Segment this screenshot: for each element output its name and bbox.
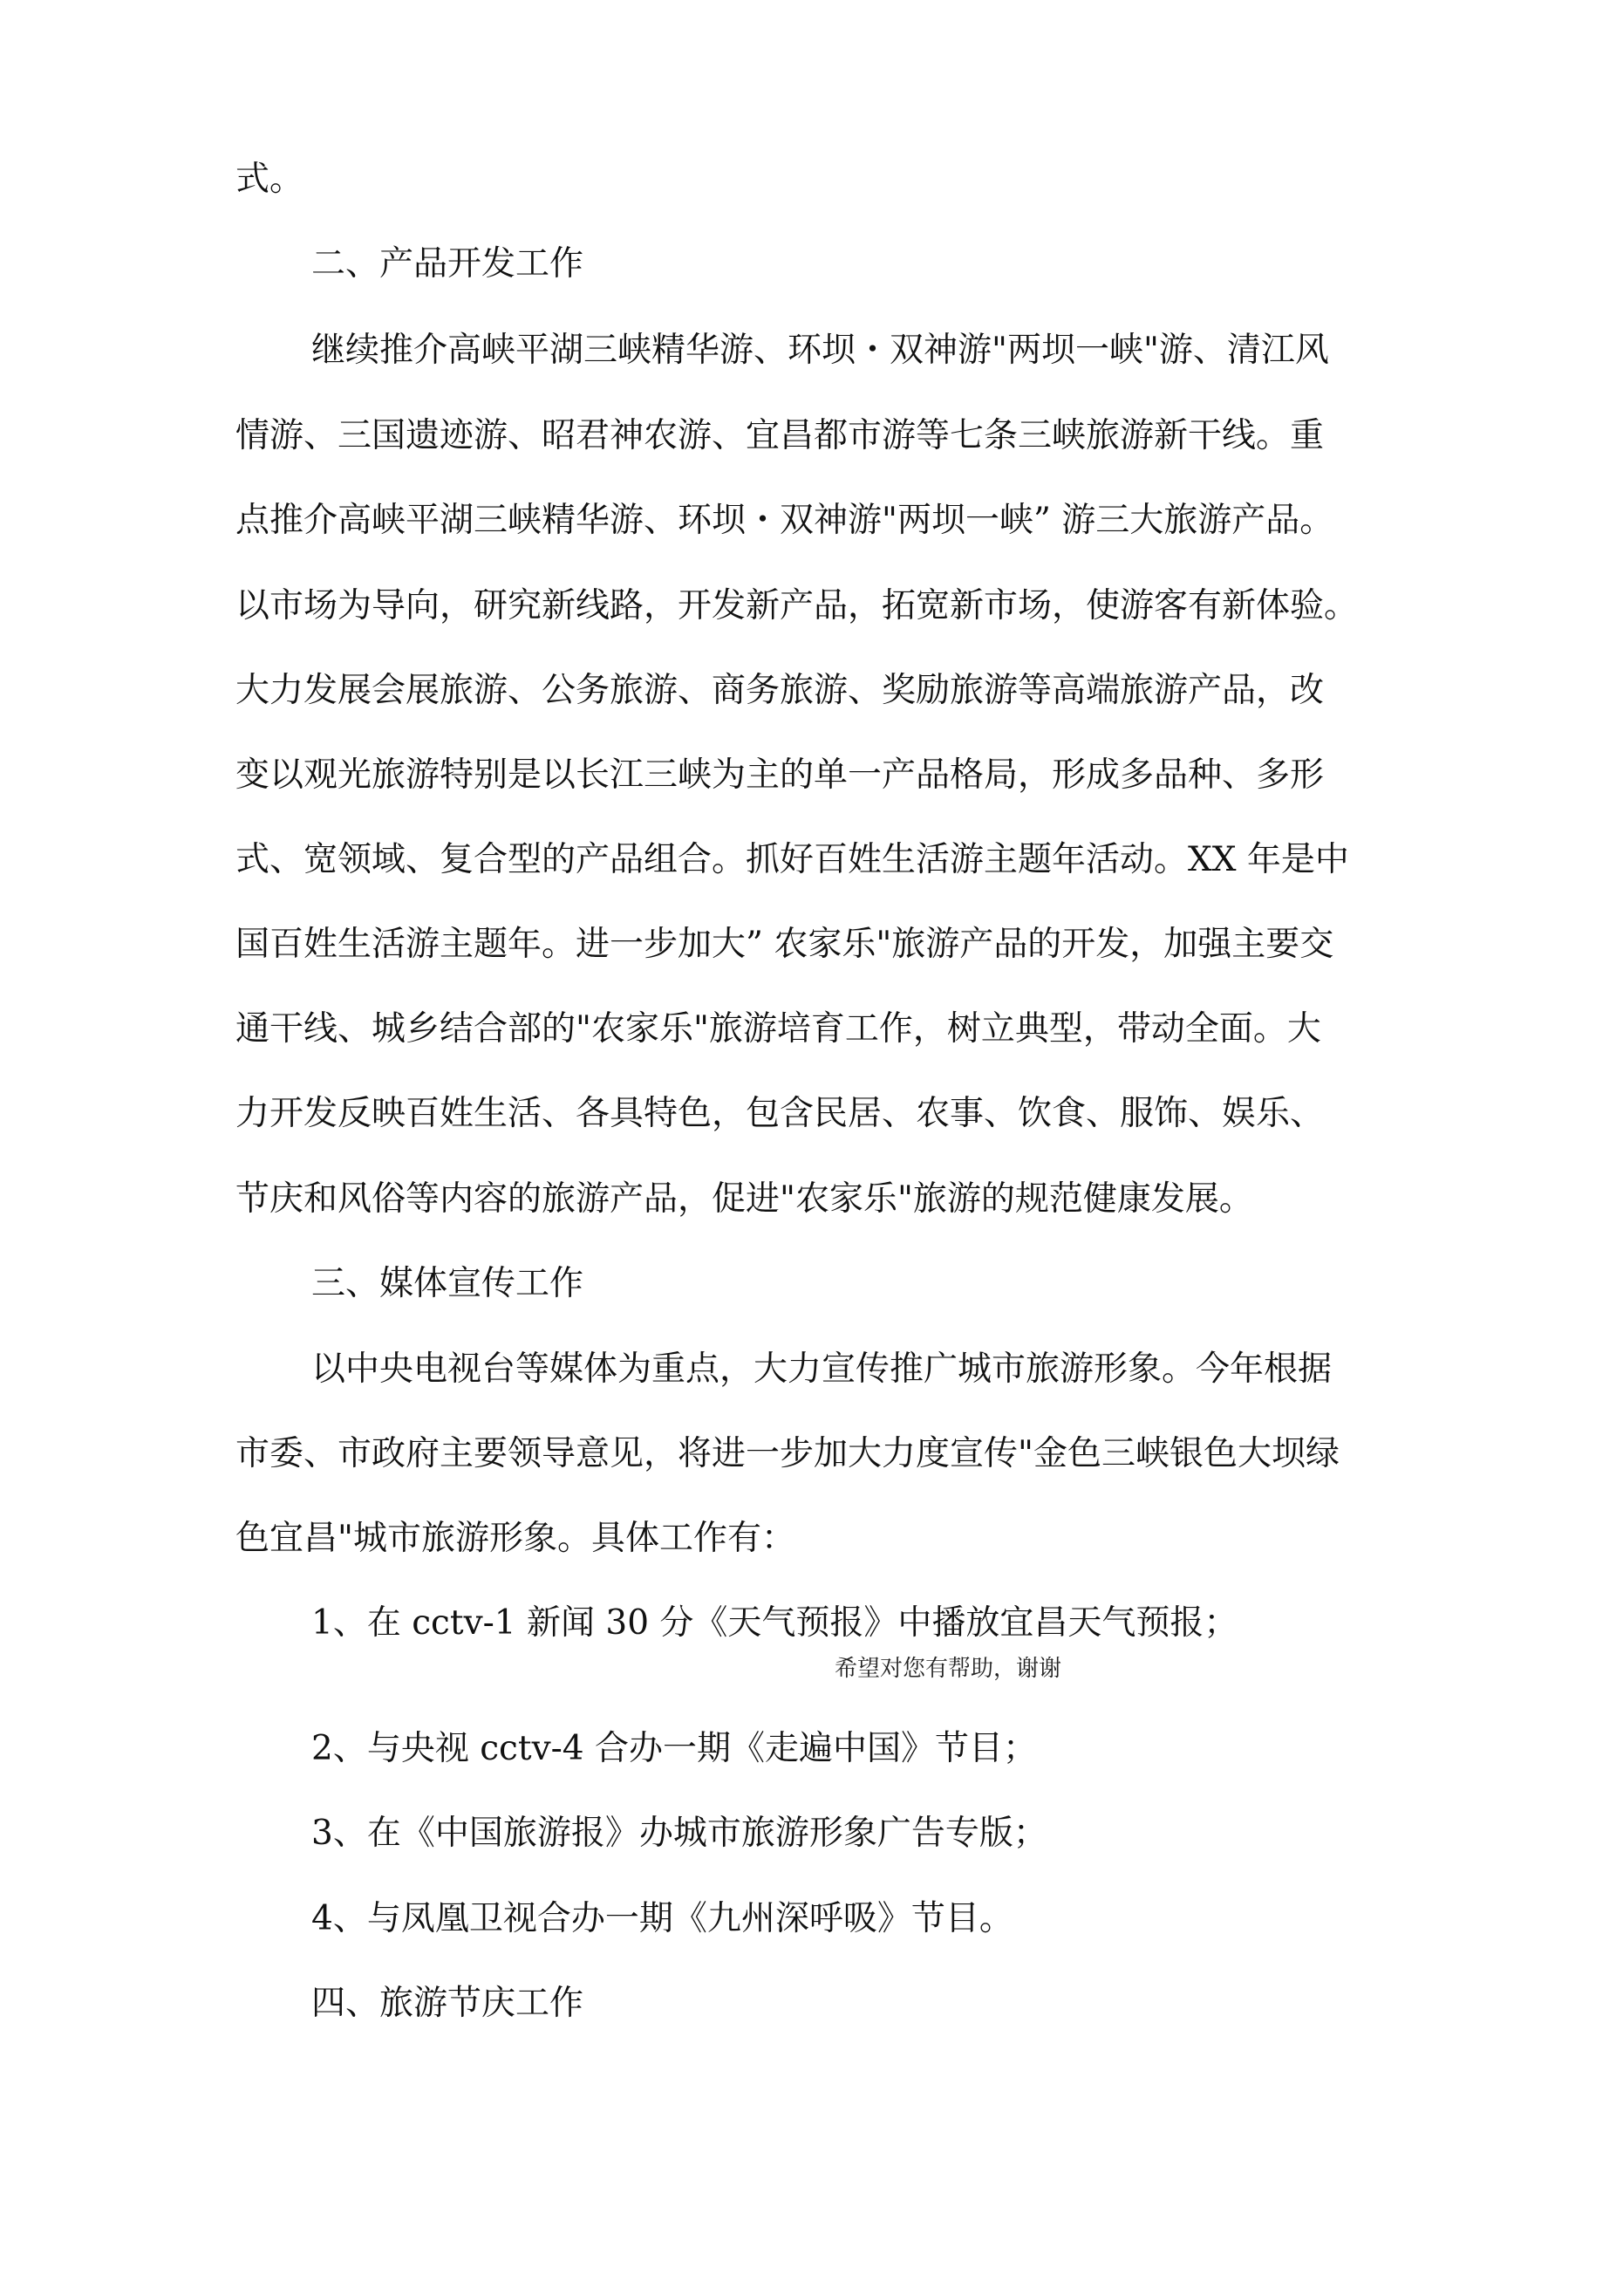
paragraph-line: 以中央电视台等媒体为重点，大力宣传推广城市旅游形象。今年根据 bbox=[311, 1350, 1333, 1389]
paragraph-line: 式、宽领域、复合型的产品组合。抓好百姓生活游主题年活动。XX 年是中 bbox=[235, 840, 1349, 879]
paragraph-line: 点推介高峡平湖三峡精华游、环坝・双神游"两坝一峡” 游三大旅游产品。 bbox=[235, 501, 1334, 540]
section-heading-media-promotion: 三、媒体宣传工作 bbox=[311, 1264, 584, 1303]
paragraph-line: 继续推介高峡平湖三峡精华游、环坝・双神游"两坝一峡"游、清江风 bbox=[311, 331, 1329, 370]
paragraph-line: 力开发反映百姓生活、各具特色，包含民居、农事、饮食、服饰、娱乐、 bbox=[235, 1094, 1325, 1133]
list-item: 3、在《中国旅游报》办城市旅游形象广告专版； bbox=[311, 1814, 1047, 1853]
list-item: 1、在 cctv-1 新闻 30 分《天气预报》中播放宜昌天气预报； bbox=[311, 1603, 1238, 1643]
paragraph-line: 大力发展会展旅游、公务旅游、商务旅游、奖励旅游等高端旅游产品，改 bbox=[235, 671, 1325, 710]
paragraph-line: 节庆和风俗等内容的旅游产品，促进"农家乐"旅游的规范健康发展。 bbox=[235, 1179, 1253, 1219]
paragraph-line: 变以观光旅游特别是以长江三峡为主的单一产品格局，形成多品种、多形 bbox=[235, 755, 1325, 795]
paragraph-line: 国百姓生活游主题年。进一步加大” 农家乐"旅游产品的开发，加强主要交 bbox=[235, 925, 1334, 964]
paragraph-line: 市委、市政府主要领导意见，将进一步加大力度宣传"金色三峡银色大坝绿 bbox=[235, 1434, 1340, 1473]
list-item: 2、与央视 cctv-4 合办一期《走遍中国》节目； bbox=[311, 1729, 1037, 1768]
paragraph-line: 通干线、城乡结合部的"农家乐"旅游培育工作，树立典型，带动全面。大 bbox=[235, 1009, 1321, 1049]
paragraph-line: 以市场为导向，研究新线路，开发新产品，拓宽新市场，使游客有新体验。 bbox=[235, 586, 1359, 625]
section-heading-product-development: 二、产品开发工作 bbox=[311, 244, 584, 284]
section-heading-tourism-festivals: 四、旅游节庆工作 bbox=[311, 1984, 584, 2023]
text-line-continuation: 式。 bbox=[235, 160, 304, 199]
footnote-text: 希望对您有帮助，谢谢 bbox=[835, 1656, 1062, 1682]
paragraph-line: 色宜昌"城市旅游形象。具体工作有： bbox=[235, 1519, 795, 1558]
paragraph-line: 情游、三国遗迹游、昭君神农游、宜昌都市游等七条三峡旅游新干线。重 bbox=[235, 416, 1325, 455]
list-item: 4、与凤凰卫视合办一期《九州深呼吸》节目。 bbox=[311, 1899, 1013, 1938]
